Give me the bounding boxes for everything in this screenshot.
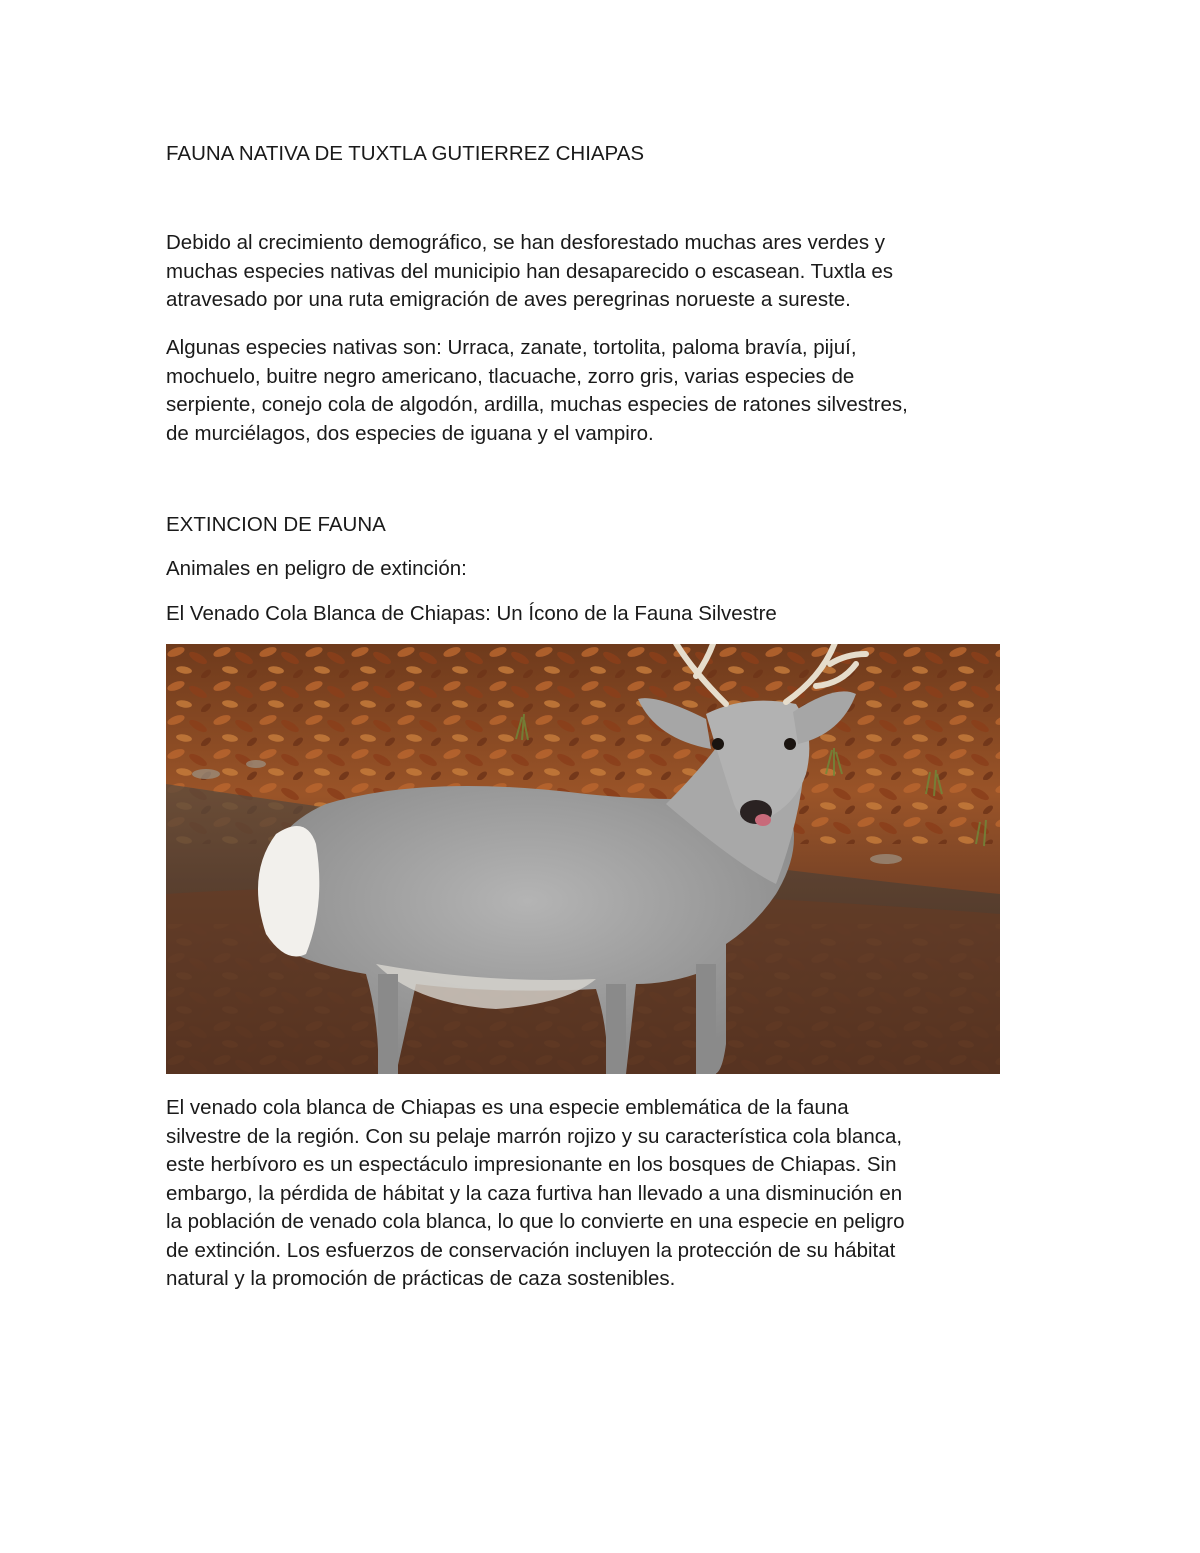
deer-line: natural y la promoción de prácticas de caza sostenibles. [166,1267,676,1290]
section-heading: EXTINCION DE FAUNA [166,513,386,536]
intro-line: muchas especies nativas del municipio han desaparecido o escasean. Tuxtla es [166,259,894,283]
white-tailed-deer-photo [166,644,1000,1074]
deer-line: El venado cola blanca de Chiapas es una especie emblemática de la fauna [166,1096,849,1119]
deer-line: embargo, la pérdida de hábitat y la caza furtiva han llevado a una disminución en [166,1181,903,1205]
endangered-label: Animales en peligro de extinción: [166,557,467,580]
deer-line: silvestre de la región. Con su pelaje marrón rojizo y su característica cola blanca, [166,1124,903,1148]
intro-paragraph [166,229,1046,315]
deer-line: de extinción. Los esfuerzos de conservación incluyen la protección de su hábitat [166,1238,896,1262]
species-line: serpiente, conejo cola de algodón, ardilla, muchas especies de ratones silvestres, [166,393,908,416]
deer-heading: El Venado Cola Blanca de Chiapas: Un Ícono de la Fauna Silvestre [166,602,777,625]
document-title: FAUNA NATIVA DE TUXTLA GUTIERREZ CHIAPAS [166,142,645,165]
deer-paragraph [166,1094,1046,1294]
species-paragraph [166,334,1046,448]
intro-line: Debido al crecimiento demográfico, se han desforestado muchas ares verdes y [166,231,886,254]
species-line: mochuelo, buitre negro americano, tlacuache, zorro gris, varias especies de [166,364,855,388]
species-line: de murciélagos, dos especies de iguana y el vampiro. [166,421,654,445]
deer-line: este herbívoro es un espectáculo impresionante en los bosques de Chiapas. Sin [166,1153,897,1176]
species-line: Algunas especies nativas son: Urraca, zanate, tortolita, paloma bravía, pijuí, [166,336,857,359]
intro-line: atravesado por una ruta emigración de aves peregrinas norueste a sureste. [166,288,851,311]
deer-line: la población de venado cola blanca, lo que lo convierte en una especie en peligro [166,1210,905,1233]
